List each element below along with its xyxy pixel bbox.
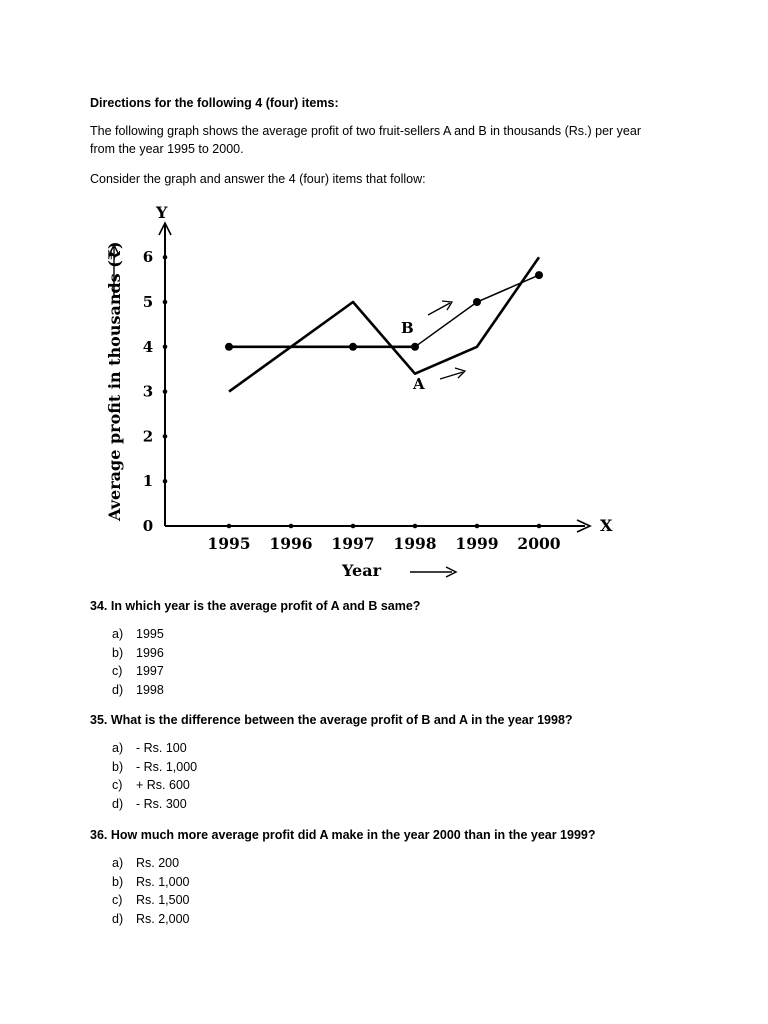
option[interactable]: b) - Rs. 1,000 — [112, 759, 198, 774]
x-tick-label: 1998 — [393, 534, 437, 553]
y-tick-mark — [163, 389, 168, 394]
y-tick-label: 6 — [142, 248, 154, 267]
intro-line-1: The following graph shows the average profit of two fruit-sellers A and B in thousands (Rs.) per year — [90, 124, 641, 138]
option[interactable]: d) - Rs. 300 — [112, 796, 187, 811]
option[interactable]: b) 1996 — [112, 645, 164, 660]
consider-instruction: Consider the graph and answer the 4 (four) items that follow: — [90, 172, 426, 186]
options-list — [90, 625, 420, 699]
option[interactable]: d) Rs. 2,000 — [112, 911, 190, 926]
intro-line-2: from the year 1995 to 2000. — [90, 142, 244, 156]
y-axis-title: Average profit in thousands (₹) — [105, 241, 124, 521]
x-tick-label: 2000 — [517, 534, 561, 553]
y-tick-label: 4 — [142, 337, 154, 356]
question-title: 36. How much more average profit did A make in the year 2000 than in the year 1999? — [90, 828, 596, 842]
y-tick-label: 2 — [142, 427, 154, 446]
option[interactable]: b) Rs. 1,000 — [112, 874, 190, 889]
option[interactable]: c) + Rs. 600 — [112, 778, 190, 792]
y-axis-letter: Y — [156, 203, 168, 222]
option[interactable]: a) - Rs. 100 — [112, 741, 187, 755]
x-tick-mark — [227, 524, 232, 529]
option[interactable]: a) Rs. 200 — [112, 856, 180, 870]
options-list — [90, 739, 573, 813]
x-tick-mark — [289, 524, 294, 529]
question-35 — [90, 711, 573, 813]
x-tick-mark — [351, 524, 356, 529]
question-title: 35. What is the difference between the average profit of B and A in the year 1998? — [90, 713, 573, 727]
y-tick-mark — [163, 300, 168, 305]
y-tick-label: 3 — [142, 382, 154, 401]
y-tick-label: 1 — [142, 472, 154, 491]
x-tick-mark — [475, 524, 480, 529]
series-b-point — [349, 343, 357, 351]
x-tick-label: 1997 — [331, 534, 375, 553]
options-list — [90, 854, 596, 928]
series-b-point — [225, 343, 233, 351]
x-tick-mark — [413, 524, 418, 529]
question-34 — [90, 597, 420, 699]
y-tick-mark — [163, 255, 168, 260]
question-title: 34. In which year is the average profit of A and B same? — [90, 599, 421, 613]
y-tick-label: 0 — [142, 517, 154, 535]
y-tick-mark — [163, 345, 168, 350]
option[interactable]: d) 1998 — [112, 682, 164, 697]
series-b-label: B — [401, 319, 414, 337]
directions-heading: Directions for the following 4 (four) items: — [90, 96, 339, 110]
series-a-line — [229, 257, 539, 391]
y-tick-mark — [163, 434, 168, 439]
question-36 — [90, 826, 596, 928]
option[interactable]: c) Rs. 1,500 — [112, 893, 190, 907]
y-tick-label: 5 — [142, 293, 154, 311]
option[interactable]: a) 1995 — [112, 627, 164, 641]
x-tick-mark — [537, 524, 542, 529]
y-tick-mark — [163, 479, 168, 484]
series-b-arrow-shaft — [428, 303, 450, 315]
series-b-point — [535, 271, 543, 279]
option[interactable]: c) 1997 — [112, 664, 164, 678]
x-tick-label: 1995 — [207, 534, 251, 553]
series-b-point — [411, 343, 419, 351]
profit-line-chart — [90, 195, 650, 590]
x-tick-label: 1999 — [455, 534, 499, 553]
series-b-arrowhead — [442, 301, 452, 310]
series-a-arrow-shaft — [440, 372, 463, 379]
x-axis-title: Year — [342, 561, 382, 580]
series-b-point — [473, 298, 481, 306]
x-axis-letter: X — [600, 516, 613, 535]
series-a-label: A — [413, 375, 425, 393]
x-tick-label: 1996 — [269, 534, 313, 553]
